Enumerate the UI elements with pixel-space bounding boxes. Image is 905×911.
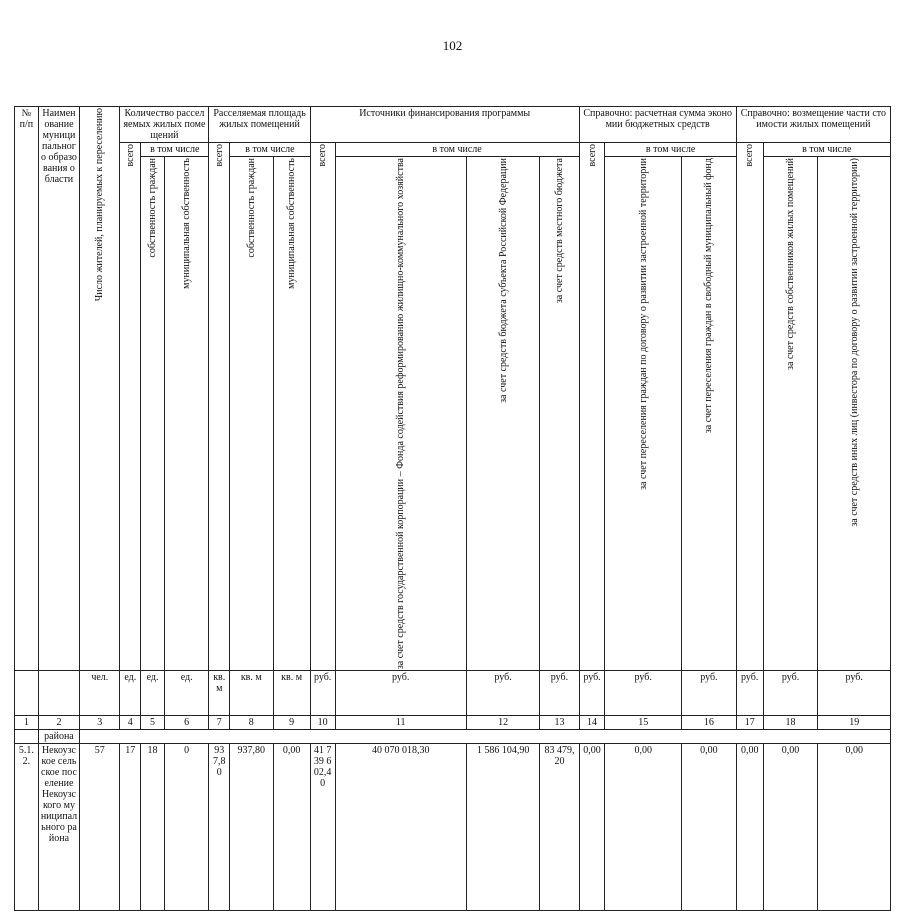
header-area-incl: в том числе (230, 143, 311, 157)
unit-ed-3: ед. (164, 671, 208, 716)
col-num-13: 13 (540, 716, 579, 730)
section-row (15, 730, 891, 744)
section-fill (80, 730, 891, 744)
row-num: 5.1.2. (15, 744, 39, 911)
unit-rub-9: руб. (763, 671, 818, 716)
header-count-group: Количество расселяемых жилых помещений (120, 107, 209, 143)
row-local-budget: 83 479,20 (540, 744, 579, 911)
col-num-19: 19 (818, 716, 891, 730)
header-reimb-group: Справочно: возмещение части стоимости жилых помещений (736, 107, 890, 143)
col-num-15: 15 (605, 716, 682, 730)
row-count-total: 17 (120, 744, 141, 911)
row-area-municipal: 0,00 (273, 744, 310, 911)
header-reimb-others: за счет средств иных лиц (инвестора по договору о развитии застроенной территории) (818, 157, 891, 671)
program-table (14, 106, 891, 911)
unit-rub-5: руб. (579, 671, 605, 716)
header-fund-corp: за счет средств государственной корпорации – Фонда содействия реформированию жилищно-коммунального хозяйства (335, 157, 466, 671)
row-subject-budget: 1 586 104,90 (466, 744, 539, 911)
col-num-1: 1 (15, 716, 39, 730)
header-funding-group: Источники финансирования программы (310, 107, 579, 143)
row-reimb-others: 0,00 (818, 744, 891, 911)
row-reimb-owners: 0,00 (763, 744, 818, 911)
row-reimb-total: 0,00 (736, 744, 763, 911)
col-num-16: 16 (681, 716, 736, 730)
row-econ-free: 0,00 (681, 744, 736, 911)
header-area-total: всего (209, 143, 230, 671)
unit-people: чел. (80, 671, 120, 716)
header-name: Наименование муниципального образования области (38, 107, 79, 671)
header-count-total: всего (120, 143, 141, 671)
page-number: 102 (442, 38, 463, 53)
unit-m2-2: кв. м (230, 671, 273, 716)
header-local-budget: за счет средств местного бюджета (540, 157, 579, 671)
unit-ed-2: ед. (141, 671, 165, 716)
unit-rub-10: руб. (818, 671, 891, 716)
col-num-7: 7 (209, 716, 230, 730)
header-area-group: Расселяемая площадь жилых помещений (209, 107, 310, 143)
col-num-4: 4 (120, 716, 141, 730)
row-fund-total: 41 739 602,40 (310, 744, 335, 911)
col-num-9: 9 (273, 716, 310, 730)
unit-empty-2 (38, 671, 79, 716)
header-econ-incl: в том числе (605, 143, 736, 157)
col-num-2: 2 (38, 716, 79, 730)
row-area-total: 937,80 (209, 744, 230, 911)
header-reimb-incl: в том числе (763, 143, 890, 157)
header-num: № п/п (15, 107, 39, 671)
row-area-citizens: 937,80 (230, 744, 273, 911)
section-empty (15, 730, 39, 744)
col-num-3: 3 (80, 716, 120, 730)
col-num-6: 6 (164, 716, 208, 730)
col-num-11: 11 (335, 716, 466, 730)
header-reimb-total: всего (736, 143, 763, 671)
row-count-citizens: 18 (141, 744, 165, 911)
unit-rub-3: руб. (466, 671, 539, 716)
header-fund-total: всего (310, 143, 335, 671)
unit-m2-3: кв. м (273, 671, 310, 716)
header-row-1 (15, 107, 891, 143)
header-econ-free: за счет переселения граждан в свободный муниципальный фонд (681, 157, 736, 671)
unit-rub-8: руб. (736, 671, 763, 716)
row-fund-corp: 40 070 018,30 (335, 744, 466, 911)
header-residents: Число жителей, планируемых к переселению (80, 107, 120, 671)
unit-rub-6: руб. (605, 671, 682, 716)
header-reimb-owners: за счет средств собственников жилых помещений (763, 157, 818, 671)
row-residents: 57 (80, 744, 120, 911)
unit-rub-2: руб. (335, 671, 466, 716)
col-num-17: 17 (736, 716, 763, 730)
table-row (15, 744, 891, 911)
unit-rub-4: руб. (540, 671, 579, 716)
col-num-12: 12 (466, 716, 539, 730)
header-econ-contract: за счет переселения граждан по договору о развитии застроенной территории (605, 157, 682, 671)
units-row (15, 671, 891, 716)
row-name: Некоузское сельское поселение Некоузского муниципального района (38, 744, 79, 911)
row-econ-contract: 0,00 (605, 744, 682, 911)
col-num-14: 14 (579, 716, 605, 730)
col-num-10: 10 (310, 716, 335, 730)
unit-ed-1: ед. (120, 671, 141, 716)
header-econ-total: всего (579, 143, 605, 671)
header-area-citizens: собственность граждан (230, 157, 273, 671)
row-econ-total: 0,00 (579, 744, 605, 911)
header-count-citizens: собственность граждан (141, 157, 165, 671)
header-fund-incl: в том числе (335, 143, 579, 157)
col-num-8: 8 (230, 716, 273, 730)
col-num-18: 18 (763, 716, 818, 730)
unit-rub-7: руб. (681, 671, 736, 716)
header-row-2 (15, 143, 891, 157)
section-label: района (38, 730, 79, 744)
row-count-municipal: 0 (164, 744, 208, 911)
col-num-5: 5 (141, 716, 165, 730)
header-count-incl: в том числе (141, 143, 209, 157)
header-economy-group: Справочно: расчетная сумма экономии бюджетных средств (579, 107, 736, 143)
column-numbers-row (15, 716, 891, 730)
unit-m2-1: кв. м (209, 671, 230, 716)
unit-rub-1: руб. (310, 671, 335, 716)
header-subject-budget: за счет средств бюджета субъекта Российской Федерации (466, 157, 539, 671)
header-count-municipal: муниципальная собственность (164, 157, 208, 671)
header-area-municipal: муниципальная собственность (273, 157, 310, 671)
unit-empty-1 (15, 671, 39, 716)
